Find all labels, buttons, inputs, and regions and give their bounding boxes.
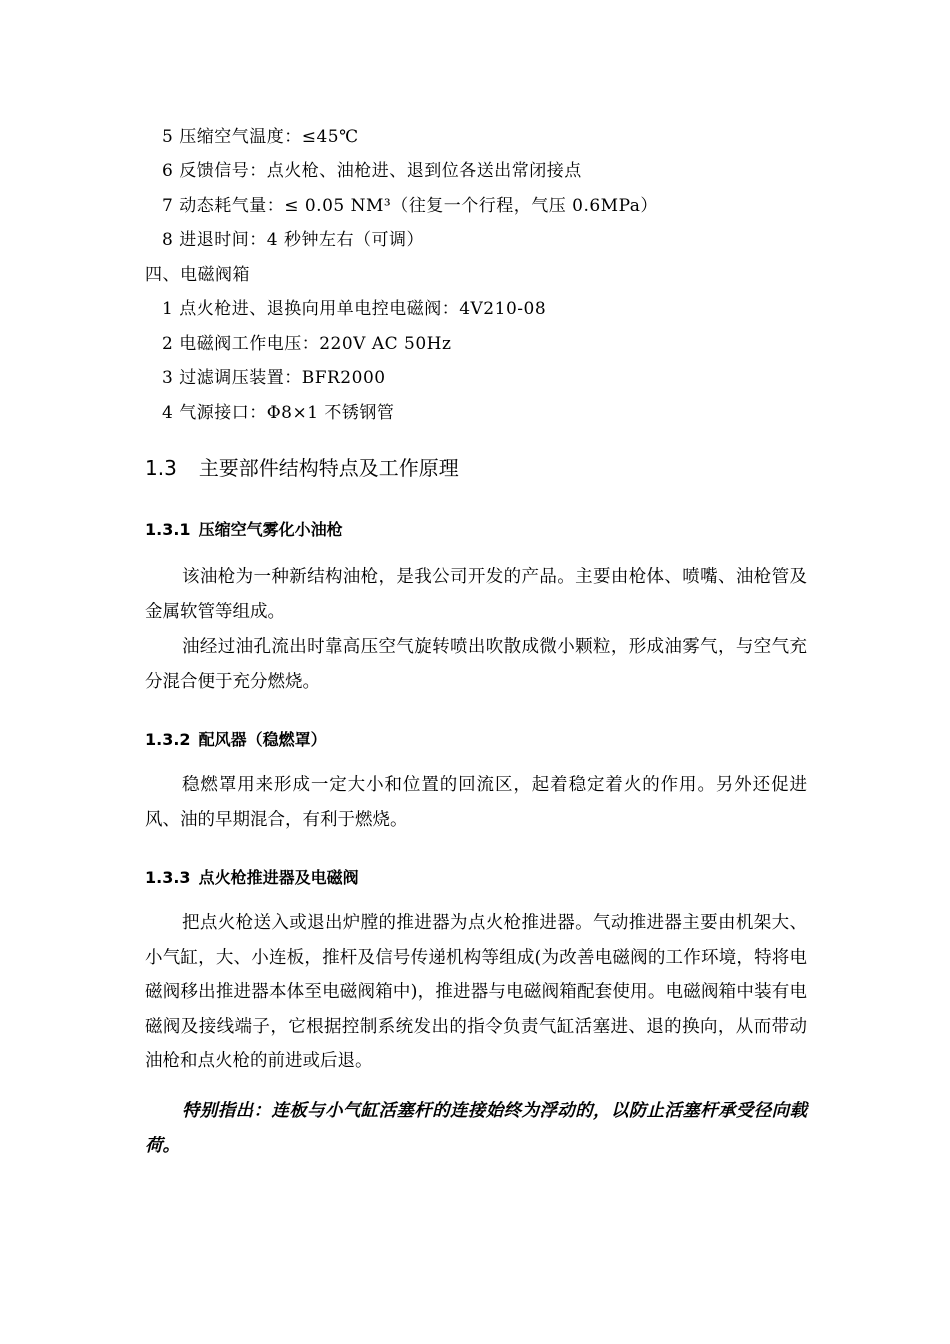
heading-1-3-3-number: 1.3.3 <box>145 868 191 887</box>
paragraph-oil-atomization: 油经过油孔流出时靠高压空气旋转喷出吹散成微小颗粒，形成油雾气，与空气充分混合便于充分燃烧。 <box>145 637 807 692</box>
heading-1-3-3-title: 点火枪推进器及电磁阀 <box>198 868 359 887</box>
heading-1-3-1-number: 1.3.1 <box>145 520 191 539</box>
spec-filter-regulator: 3 过滤调压装置：BFR2000 <box>162 368 386 388</box>
heading-1-3-number: 1.3 <box>145 456 177 480</box>
heading-1-3-1-title: 压缩空气雾化小油枪 <box>198 520 343 539</box>
spec-solenoid-valve: 1 点火枪进、退换向用单电控电磁阀：4V210-08 <box>162 299 547 319</box>
heading-1-3-2-number: 1.3.2 <box>145 730 191 749</box>
heading-1-3-2-title: 配风器（稳燃罩） <box>198 730 327 749</box>
heading-1-3-2 <box>145 730 327 750</box>
spec-air-consumption: 7 动态耗气量：≤ 0.05 NM³（往复一个行程，气压 0.6MPa） <box>162 196 658 216</box>
spec-air-source-interface: 4 气源接口：Φ8×1 不锈钢管 <box>162 403 395 423</box>
spec-feedback-signal: 6 反馈信号：点火枪、油枪进、退到位各送出常闭接点 <box>162 161 582 181</box>
spec-working-voltage: 2 电磁阀工作电压：220V AC 50Hz <box>162 334 452 354</box>
heading-1-3-1 <box>145 520 343 540</box>
paragraph-oil-gun-intro: 该油枪为一种新结构油枪，是我公司开发的产品。主要由枪体、喷嘴、油枪管及金属软管等组成。 <box>145 567 807 622</box>
paragraph-special-note: 特别指出：连板与小气缸活塞杆的连接始终为浮动的，以防止活塞杆承受径向载荷。 <box>145 1101 807 1156</box>
paragraph-propeller-description: 把点火枪送入或退出炉膛的推进器为点火枪推进器。气动推进器主要由机架大、小气缸，大、小连板，推杆及信号传递机构等组成(为改善电磁阀的工作环境，特将电磁阀移出推进器本体至电磁阀箱中)，推进器与电磁阀箱配套使用。电磁阀箱中装有电磁阀及接线端子，它根据控制系统发出的指令负责气缸活塞进、退的换向，从而带动油枪和点火枪的前进或后退。 <box>145 913 807 1071</box>
heading-1-3-title: 主要部件结构特点及工作原理 <box>198 456 459 480</box>
spec-advance-retract-time: 8 进退时间：4 秒钟左右（可调） <box>162 230 424 250</box>
heading-1-3-3 <box>145 868 359 888</box>
paragraph-flame-stabilizer: 稳燃罩用来形成一定大小和位置的回流区，起着稳定着火的作用。另外还促进风、油的早期混合，有利于燃烧。 <box>145 775 807 830</box>
section-four-heading: 四、电磁阀箱 <box>145 265 250 285</box>
spec-compressed-air-temperature: 5 压缩空气温度：≤45℃ <box>162 127 359 147</box>
heading-1-3 <box>145 456 459 480</box>
